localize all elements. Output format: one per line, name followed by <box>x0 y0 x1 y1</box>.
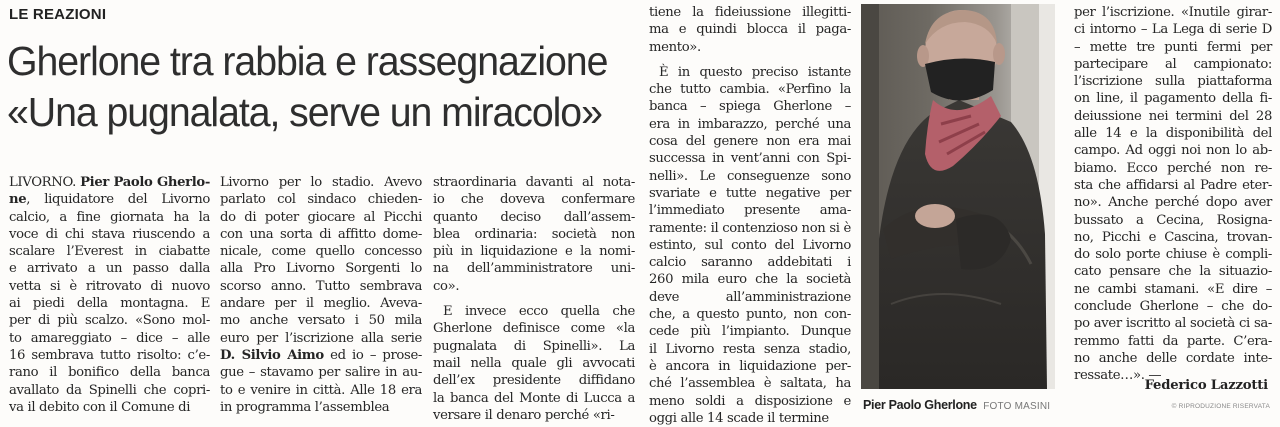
text-line: LIVORNO. Pier Paolo Gherlo- <box>9 175 211 190</box>
text-line: rano il bonifico della banca <box>9 365 210 381</box>
text-line: calcio saranno addebitati i <box>649 255 851 271</box>
text-line: do di poter giocare al Picchi <box>220 209 422 225</box>
text-line: Gherlone definisce come «la <box>433 321 635 337</box>
text-line: E invece ecco quella che <box>443 304 635 320</box>
text-line: tiene la fideiussione illegitti- <box>649 5 851 20</box>
text-line: l’iscrizione sulla piattaforma <box>1074 74 1272 90</box>
text-line: più in liquidazione e la nomi- <box>433 244 635 260</box>
text-line: andare per il meglio. Aveva- <box>220 296 422 312</box>
text-line: l’immediato presente ama- <box>649 203 851 219</box>
text-column-5 <box>1074 4 1272 385</box>
text-line: do solo porte chiuse è compli- <box>1074 247 1272 263</box>
headline <box>7 36 620 138</box>
text-line: no anche delle cordate inte- <box>1074 350 1272 366</box>
byline: Federico Lazzotti <box>1144 378 1268 393</box>
text-line: conclude Gherlone – che do- <box>1074 299 1272 315</box>
text-line: è ancora in liquidazione per- <box>649 358 851 374</box>
headline-line: Gherlone tra rabbia e rassegnazione <box>7 38 608 84</box>
text-line: quanto deciso dall’assem- <box>433 209 635 225</box>
text-line: voce di chi stava riuscendo a <box>9 226 210 242</box>
text-line: biamo. Ecco perché non re- <box>1074 160 1272 176</box>
text-line: co». <box>433 278 460 294</box>
text-line: avallato da Spinelli che copri- <box>9 382 210 398</box>
text-line: nicale, come quello concesso <box>220 244 422 260</box>
text-line: pugnalata di Spinelli». La <box>433 338 635 354</box>
text-line: per di più scalzo. «Sono mol- <box>9 313 210 329</box>
text-line: oggi alle 14 scade il termine <box>649 410 829 426</box>
text-line: vetta si è ritrovato di nuovo <box>9 278 210 294</box>
text-line: to amareggiato – dice – alle <box>9 330 210 346</box>
portrait-photo <box>861 4 1055 389</box>
paragraph-gap <box>433 295 635 303</box>
text-line: ci intorno – La Lega di serie D <box>1074 22 1272 38</box>
text-line: mento». <box>649 39 701 55</box>
text-line: era in imbarazzo, perché una <box>649 116 851 132</box>
text-line: svariate e tutte negative per <box>649 185 851 201</box>
text-line: con una sorta di affitto dome- <box>220 226 422 242</box>
text-column-4 <box>649 4 851 427</box>
text-line: in programma l’assemblea <box>220 399 390 415</box>
rights-notice: © RIPRODUZIONE RISERVATA <box>1171 403 1270 410</box>
text-line: campo. Ad oggi noi non lo ab- <box>1074 143 1272 159</box>
text-line: deve all’amministrazione <box>649 289 851 305</box>
text-line: banca – spiega Gherlone – <box>649 99 851 115</box>
caption-name: Pier Paolo Gherlone <box>863 398 977 412</box>
photo-caption <box>863 396 1050 414</box>
caption-credit: FOTO MASINI <box>983 401 1051 412</box>
text-line: ai piedi della montagna. E <box>9 296 210 312</box>
text-line: on line, il pagamento della fi- <box>1074 91 1272 107</box>
text-line: va il debito con il Comune di <box>9 399 191 415</box>
text-line: nelli». Le conseguenze sono <box>649 168 851 184</box>
text-column-1 <box>9 174 210 416</box>
text-line: po aver iscritto al società ci sa- <box>1074 316 1272 332</box>
text-line: ne cambi stamani. «E dire – <box>1074 281 1272 297</box>
text-line: scalare l’Everest in ciabatte <box>9 244 210 260</box>
text-line: D. Silvio Aimo ed io – prose- <box>220 347 423 363</box>
text-line: 260 mila euro che la società <box>649 272 851 288</box>
text-line: partecipare al campionato: <box>1074 56 1272 72</box>
text-line: gue – stavamo per salire in au- <box>220 365 422 381</box>
text-line: successa in vent’anni con Spi- <box>649 151 851 167</box>
text-line: mo anche versato i 50 mila <box>220 313 422 329</box>
text-line: – mette tre punti fermi per <box>1074 39 1272 55</box>
text-line: ressate…». — <box>1074 368 1162 384</box>
text-line: ma e quindi blocca il paga- <box>649 22 851 38</box>
text-line: euro per l’iscrizione alla serie <box>220 330 422 346</box>
text-line: cosa del genere non era mai <box>649 134 851 150</box>
text-line: mail nella quale gli avvocati <box>433 355 635 371</box>
paragraph-gap <box>649 56 851 64</box>
text-line: ché l’assemblea è saltata, ha <box>649 376 851 392</box>
text-line: no». Anche perché dopo aver <box>1074 195 1272 211</box>
text-column-3 <box>433 174 635 424</box>
text-line: il Livorno resta senza stadio, <box>649 341 851 357</box>
text-line: estinto, sul conto del Livorno <box>649 237 851 253</box>
text-line: remmo fatti da parte. C’era- <box>1074 333 1272 349</box>
text-line: sta che affidarsi al Padre eter- <box>1074 177 1272 193</box>
text-line: dell’ex presidente diffidano <box>433 373 635 389</box>
text-line: Livorno per lo stadio. Avevo <box>220 175 422 190</box>
text-line: per l’iscrizione. «Inutile girar- <box>1074 5 1272 20</box>
text-line: scorso anno. Tutto sembrava <box>220 278 422 294</box>
text-line: alle 14 e la disponibilità del <box>1074 126 1272 142</box>
text-line: 16 sembrava tutto risolto: c’e- <box>9 347 210 363</box>
text-line: deiussione nei termini del 28 <box>1074 108 1272 124</box>
text-line: che tutto cambia. «Perfino la <box>649 82 851 98</box>
text-line: meno soldi a disposizione e <box>649 393 851 409</box>
section-kicker: LE REAZIONI <box>9 6 107 23</box>
text-line: no, Picchi e Cascina, trovan- <box>1074 229 1272 245</box>
text-line: ne, liquidatore del Livorno <box>9 192 210 208</box>
text-line: che, a questo punto, non con- <box>649 307 851 323</box>
text-line: cede più l’impianto. Dunque <box>649 324 851 340</box>
text-line: cato pensare che la situazio- <box>1074 264 1272 280</box>
text-line: ramente: il contenzioso non si è <box>649 220 851 236</box>
text-line: to e venire in città. Alle 18 era <box>220 382 422 398</box>
text-line: io che doveva confermare <box>433 192 635 208</box>
text-column-2 <box>220 174 422 416</box>
text-line: alla Pro Livorno Sorgenti lo <box>220 261 422 277</box>
text-line: na dell’amministratore uni- <box>433 261 635 277</box>
headline-line: «Una pugnalata, serve un miracolo» <box>7 89 602 135</box>
text-line: bussato a Cecina, Rosigna- <box>1074 212 1272 228</box>
text-line: e arrivato a un passo dalla <box>9 261 210 277</box>
text-line: la banca del Monte di Lucca a <box>433 390 635 406</box>
text-line: versare il denaro perché «ri- <box>433 407 615 423</box>
text-line: blea ordinaria: società non <box>433 226 635 242</box>
text-line: straordinaria davanti al nota- <box>433 175 635 190</box>
text-line: calcio, a fine giornata ha la <box>9 209 210 225</box>
text-line: parlato col sindaco chieden- <box>220 192 422 208</box>
text-line: È in questo preciso istante <box>659 64 851 80</box>
